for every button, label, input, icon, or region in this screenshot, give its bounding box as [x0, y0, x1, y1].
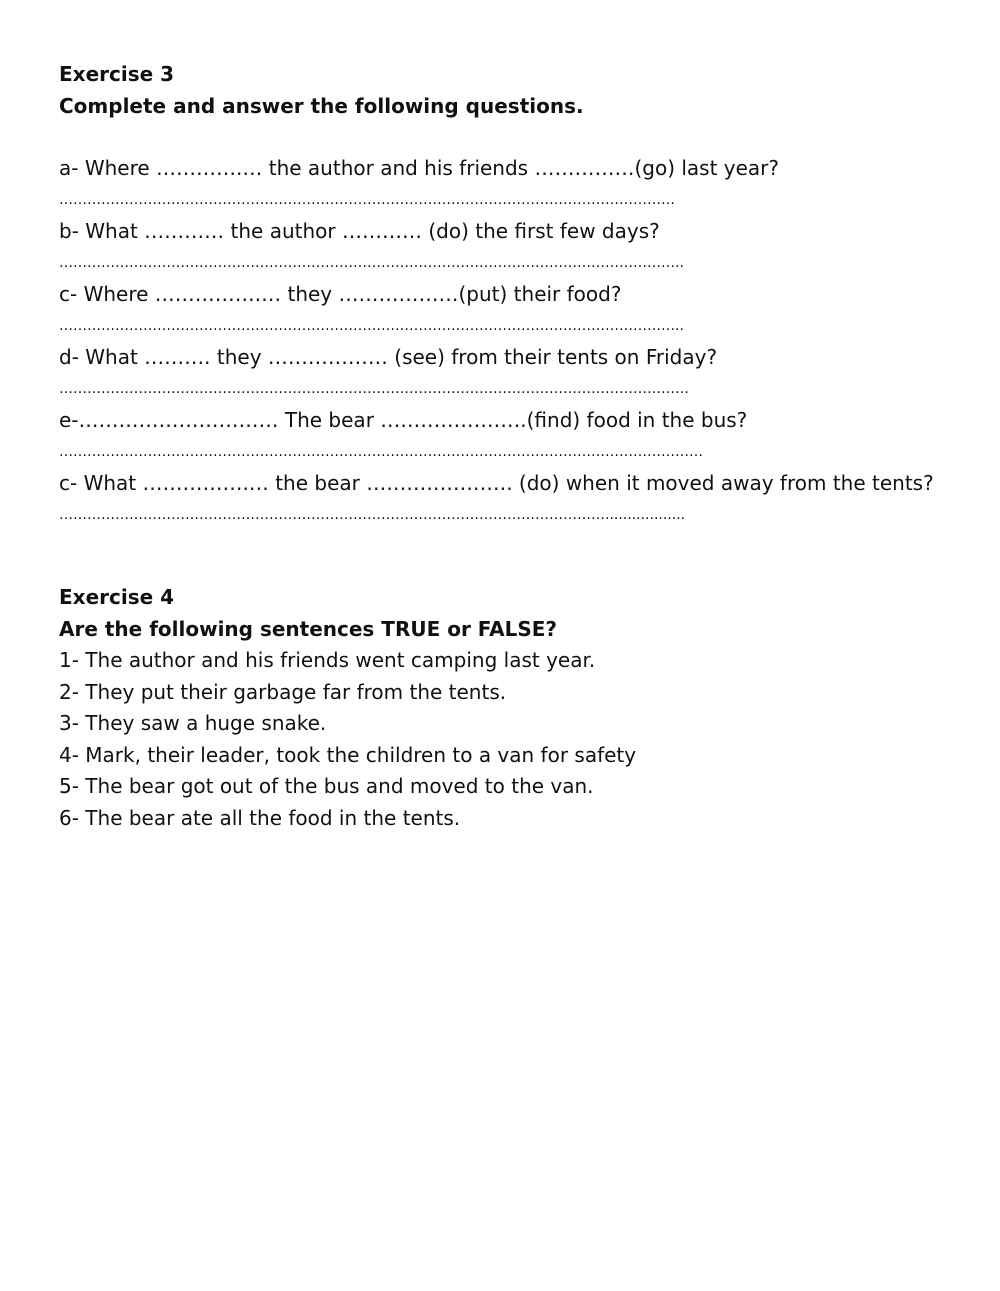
statement-4: 4- Mark, their leader, took the children to a van for safety — [59, 742, 637, 767]
exercise-3 — [59, 58, 959, 531]
exercise-3-instruction: Complete and answer the following questions. — [59, 94, 584, 118]
question-f: c- What …………….… the bear …………………. (do) when it moved away from the tents? — [59, 471, 934, 495]
statement-2: 2- They put their garbage far from the tents. — [59, 679, 507, 704]
question-c: c- Where …………….… they ………………(put) their food? — [59, 282, 622, 306]
answer-line-c[interactable]: …………………………………………………………………………………………………………………….. — [59, 318, 684, 334]
exercise-3-title: Exercise 3 — [59, 62, 175, 86]
answer-line-a[interactable]: …………………………………………………………………………………………………………………… — [59, 192, 675, 208]
question-e: e-………………………… The bear ………………….(find) food in the bus? — [59, 408, 748, 432]
question-d: d- What ………. they ……………… (see) from their tents on Friday? — [59, 345, 718, 369]
statement-1: 1- The author and his friends went camping last year. — [59, 648, 596, 672]
answer-line-f[interactable]: ……………………………………………………………………………………………………….................. — [59, 507, 686, 523]
question-b: b- What ………… the author ………… (do) the first few days? — [59, 219, 660, 243]
worksheet-page — [59, 58, 959, 834]
statement-5: 5- The bear got out of the bus and moved to the van. — [59, 774, 594, 798]
spacer — [59, 122, 959, 153]
exercise-4-instruction: Are the following sentences TRUE or FALSE? — [59, 617, 558, 641]
statement-3: 3- They saw a huge snake. — [59, 711, 327, 735]
statement-6: 6- The bear ate all the food in the tents. — [59, 805, 461, 830]
exercise-4-title: Exercise 4 — [59, 585, 175, 609]
answer-line-b[interactable]: …………………………………………………………………………………………………………………….. — [59, 255, 684, 271]
spacer — [59, 531, 959, 581]
question-a: a- Where ………….… the author and his friends ……………(go) last year? — [59, 156, 780, 180]
answer-line-e[interactable]: ………………………………………………………………………………………………………………………… — [59, 444, 703, 460]
answer-line-d[interactable]: ……………………………………………………………………………………………………………………… — [59, 381, 689, 397]
exercise-4 — [59, 581, 959, 834]
